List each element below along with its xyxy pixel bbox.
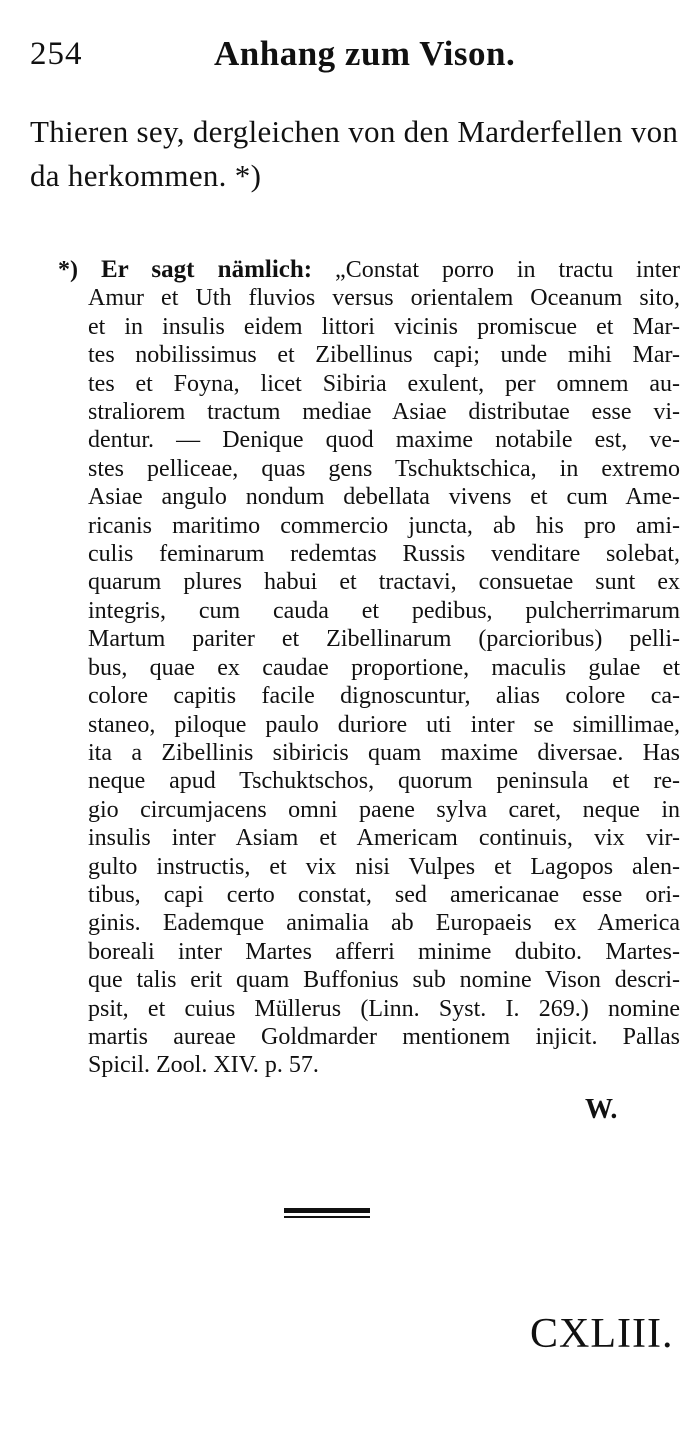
footnote-line: Spicil. Zool. XIV. p. 57. (88, 1052, 319, 1079)
footnote (58, 256, 680, 1080)
footnote-line (58, 256, 680, 284)
footnote-line: martis aureae Goldmarder mentionem injicit. Pallas (88, 1023, 680, 1050)
footnote-line: tes nobilissimus et Zibellinus capi; unde mihi Mar- (88, 342, 680, 369)
page-header (30, 28, 670, 78)
footnote-line: bus, quae ex caudae proportione, maculis gulae et (88, 654, 680, 681)
main-text (30, 110, 680, 198)
running-head: Anhang zum Vison. (214, 34, 516, 73)
footnote-line: integris, cum cauda et pedibus, pulcherrimarum (88, 597, 680, 624)
footnote-line: Amur et Uth fluvios versus orientalem Oceanum sito, (88, 285, 680, 312)
footnote-line: dentur. — Denique quod maxime notabile est, ve- (88, 427, 680, 454)
footnote-line: ita a Zibellinis sibiricis quam maxime diversae. Has (88, 739, 680, 766)
footnote-line: tibus, capi certo constat, sed americanae esse ori- (88, 881, 680, 908)
footnote-german-intro: Er sagt nämlich: (100, 256, 313, 283)
footnote-line: ricanis maritimo commercio juncta, ab his pro ami- (88, 512, 680, 539)
footnote-text: „Constat porro in tractu inter (335, 257, 681, 283)
footnote-line: quarum plures habui et tractavi, consuetae sunt ex (88, 569, 680, 596)
footnote-line: que talis erit quam Buffonius sub nomine Vison descri- (88, 967, 680, 994)
signature-mark: CXLIII. (530, 1311, 674, 1357)
footnote-line: et in insulis eidem littori vicinis promiscue et Mar- (88, 313, 680, 340)
footnote-line: neque apud Tschuktschos, quorum peninsula et re- (88, 768, 680, 795)
ornamental-rule (284, 1208, 370, 1213)
footnote-line: psit, et cuius Müllerus (Linn. Syst. I. 269.) nomine (88, 995, 680, 1022)
footnote-marker: *) (58, 257, 78, 283)
footnote-line: culis feminarum redemtas Russis venditare solebat, (88, 541, 680, 568)
text-line: da herkommen. *) (30, 158, 262, 193)
footnote-line: staneo, piloque paulo duriore uti inter se simillimae, (88, 711, 680, 738)
footnote-line: colore capitis facile dignoscuntur, alias colore ca- (88, 683, 680, 710)
footnote-line: ginis. Eademque animalia ab Europaeis ex America (88, 910, 680, 937)
footnote-line: boreali inter Martes afferri minime dubito. Martes- (88, 938, 680, 965)
footnote-line: straliorem tractum mediae Asiae distributae esse vi- (88, 399, 680, 426)
footnote-line: insulis inter Asiam et Americam continuis, vix vir- (88, 825, 680, 852)
ornamental-rule-thin (284, 1216, 370, 1218)
page-number: 254 (30, 36, 83, 72)
author-signature: W. (585, 1094, 618, 1125)
footnote-line: stes pelliceae, quas gens Tschuktschica, in extremo (88, 455, 680, 482)
text-line: Thieren sey, dergleichen von den Marderfellen von (30, 114, 679, 149)
footnote-line: Asiae angulo nondum debellata vivens et cum Ame- (88, 484, 680, 511)
footnote-line: Martum pariter et Zibellinarum (parcioribus) pelli- (88, 626, 680, 653)
footnote-line: tes et Foyna, licet Sibiria exulent, per omnem au- (88, 370, 680, 397)
footnote-line: gio circumjacens omni paene sylva caret, neque in (88, 796, 680, 823)
footnote-line: gulto instructis, et vix nisi Vulpes et Lagopos alen- (88, 853, 680, 880)
